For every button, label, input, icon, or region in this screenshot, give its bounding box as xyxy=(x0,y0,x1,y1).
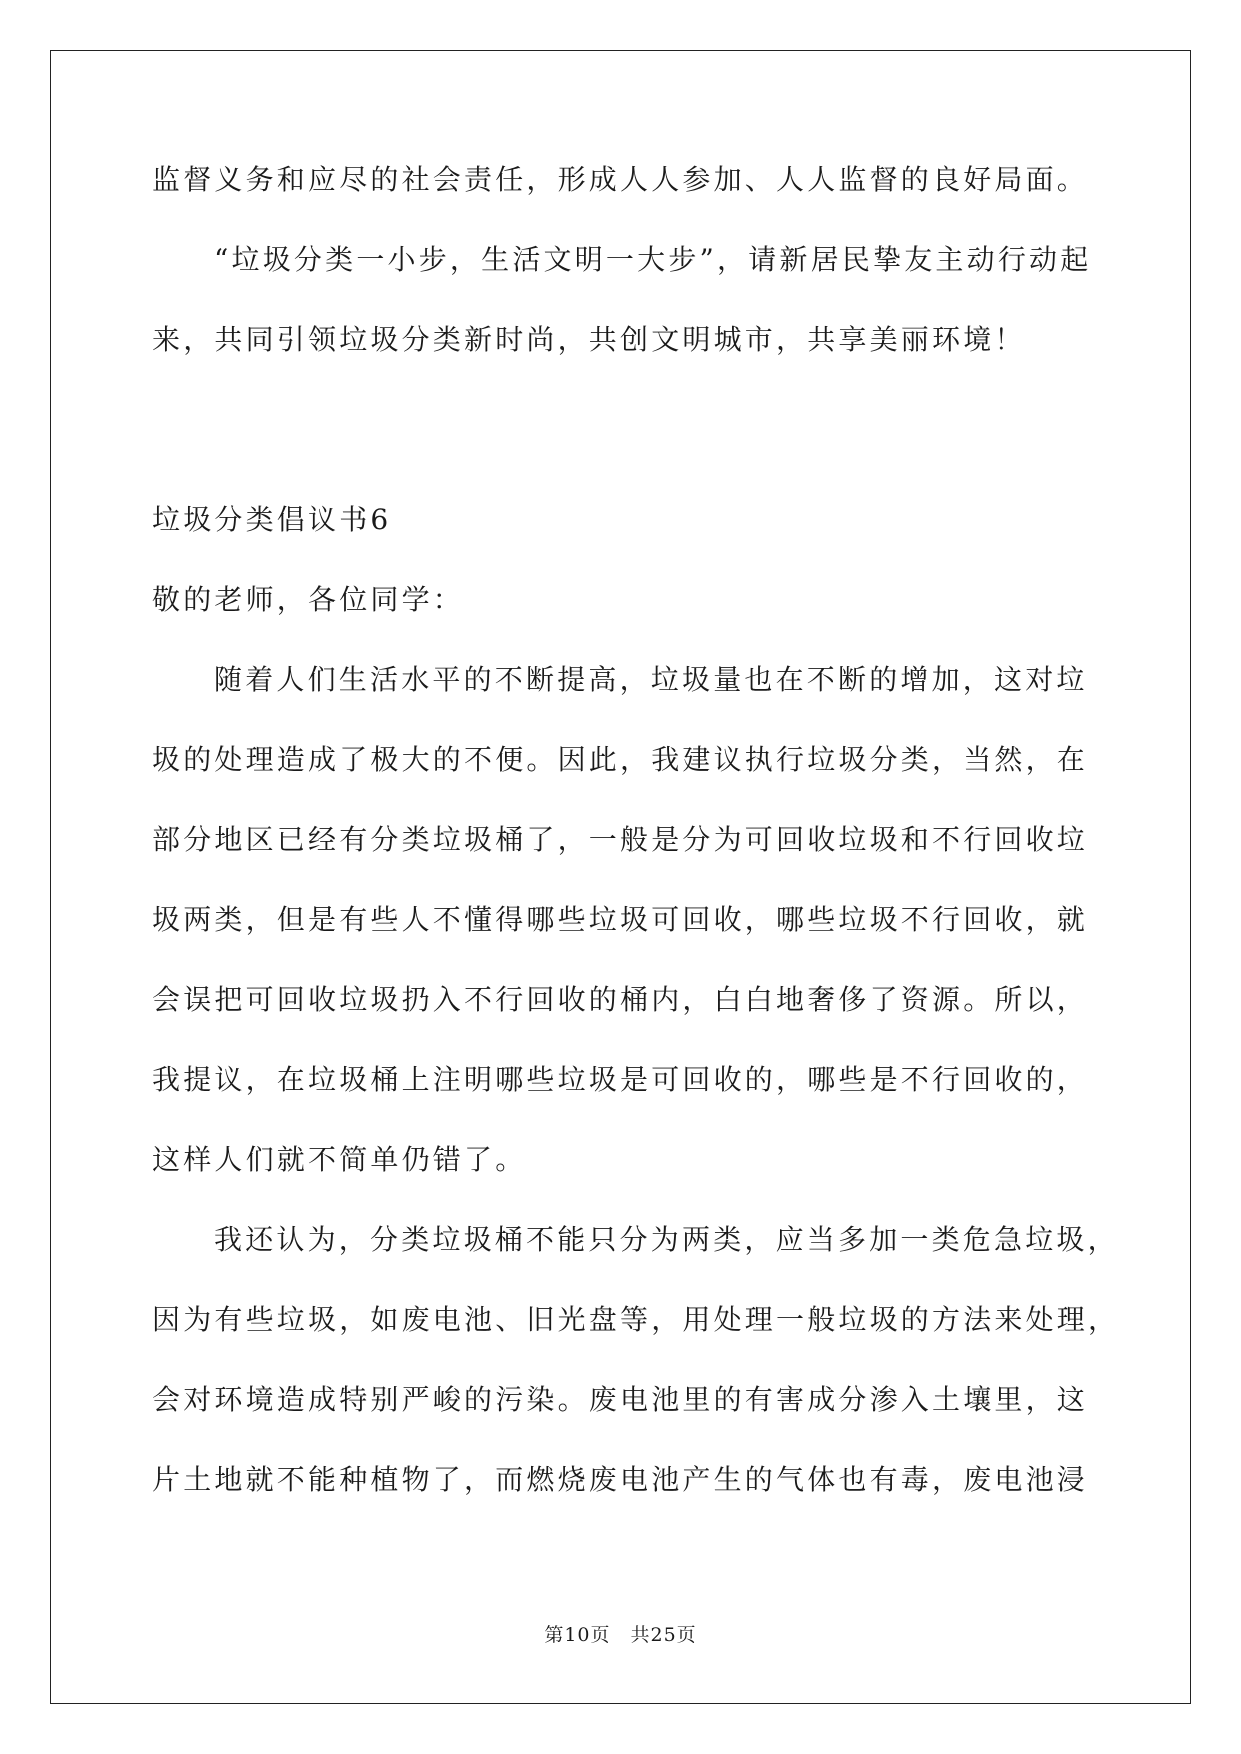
paragraph-line: 圾两类，但是有些人不懂得哪些垃圾可回收，哪些垃圾不行回收，就 xyxy=(152,903,1089,936)
paragraph-line: 因为有些垃圾，如废电池、旧光盘等，用处理一般垃圾的方法来处理， xyxy=(152,1303,1120,1336)
paragraph-line: 我还认为，分类垃圾桶不能只分为两类，应当多加一类危急垃圾， xyxy=(214,1223,1119,1256)
paragraph-line: 片土地就不能种植物了，而燃烧废电池产生的气体也有毒，废电池浸 xyxy=(152,1463,1089,1496)
section-title: 垃圾分类倡议书6 xyxy=(152,503,392,536)
paragraph-line: 监督义务和应尽的社会责任，形成人人参加、人人监督的良好局面。 xyxy=(152,163,1089,196)
paragraph-line: “垃圾分类一小步，生活文明一大步”，请新居民挚友主动行动起 xyxy=(214,243,1092,276)
paragraph-line: 会对环境造成特别严峻的污染。废电池里的有害成分渗入土壤里，这 xyxy=(152,1383,1089,1416)
salutation: 敬的老师，各位同学： xyxy=(152,583,465,616)
page-border xyxy=(50,50,1191,1704)
paragraph-line: 随着人们生活水平的不断提高，垃圾量也在不断的增加，这对垃 xyxy=(214,663,1088,696)
paragraph-line: 我提议，在垃圾桶上注明哪些垃圾是可回收的，哪些是不行回收的， xyxy=(152,1063,1089,1096)
paragraph-line: 部分地区已经有分类垃圾桶了，一般是分为可回收垃圾和不行回收垃 xyxy=(152,823,1089,856)
paragraph-line: 来，共同引领垃圾分类新时尚，共创文明城市，共享美丽环境！ xyxy=(152,323,1026,356)
paragraph-line: 会误把可回收垃圾扔入不行回收的桶内，白白地奢侈了资源。所以， xyxy=(152,983,1089,1016)
paragraph-line: 这样人们就不简单仍错了。 xyxy=(152,1143,527,1176)
page-number: 第10页 共25页 xyxy=(544,1624,697,1646)
paragraph-line: 圾的处理造成了极大的不便。因此，我建议执行垃圾分类，当然，在 xyxy=(152,743,1089,776)
